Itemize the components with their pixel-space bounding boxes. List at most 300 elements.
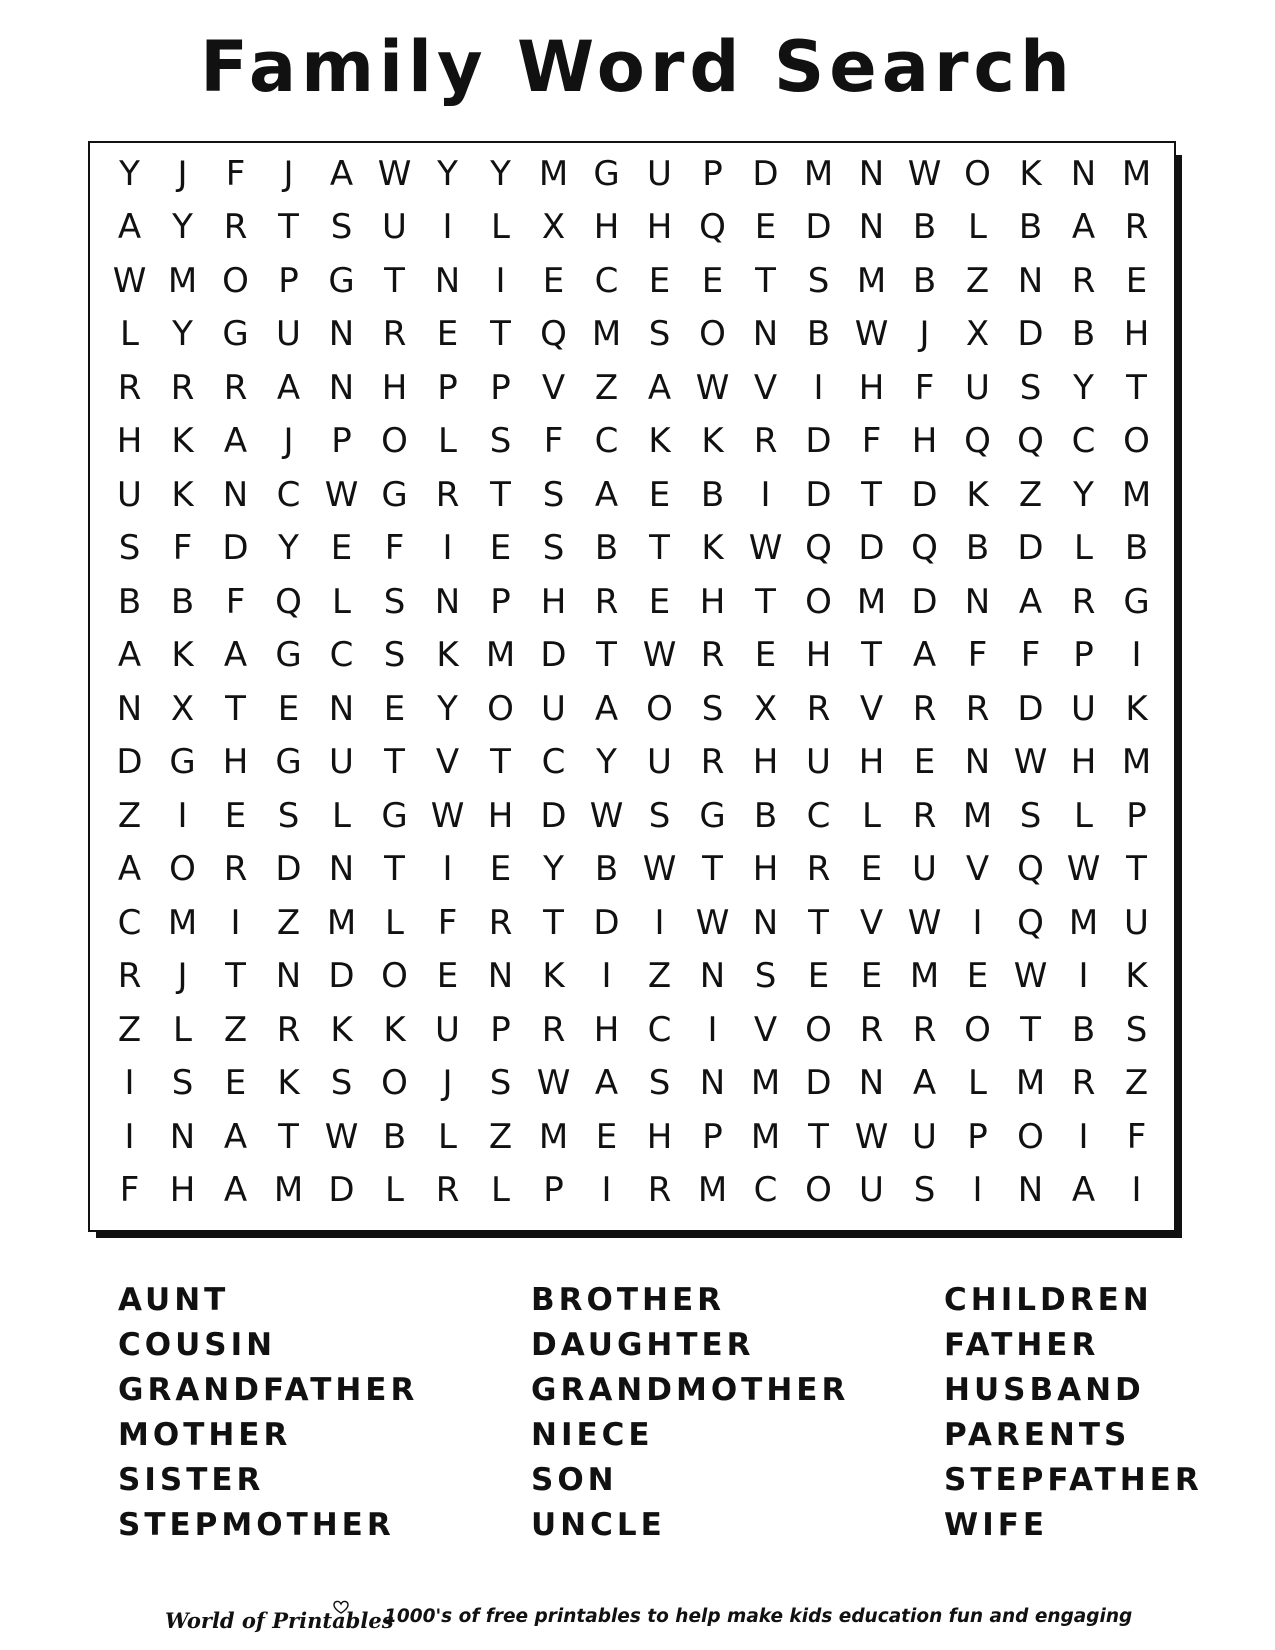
grid-cell: P xyxy=(1073,635,1094,676)
grid-cell: M xyxy=(803,153,834,194)
grid-cell: I xyxy=(230,902,241,943)
grid-cell: R xyxy=(223,207,248,248)
word-list-item: NIECE xyxy=(531,1417,654,1453)
grid-cell: L xyxy=(385,902,404,943)
grid-cell: E xyxy=(860,849,883,890)
grid-cell: N xyxy=(964,581,991,622)
grid-cell: P xyxy=(490,581,511,622)
grid-cell: C xyxy=(329,635,354,676)
grid-cell: R xyxy=(753,421,778,462)
word-list xyxy=(118,1278,1203,1543)
grid-cell: W xyxy=(536,1063,571,1104)
grid-cell: S xyxy=(542,474,565,515)
grid-cell: C xyxy=(276,474,301,515)
grid-cell: J xyxy=(177,153,188,194)
grid-cell: B xyxy=(806,314,831,355)
grid-cell: N xyxy=(434,260,461,301)
word-list-item: CHILDREN xyxy=(944,1282,1153,1318)
grid-cell: Y xyxy=(543,849,564,890)
grid-cell: D xyxy=(593,902,620,943)
grid-cell: K xyxy=(171,635,194,676)
grid-cell: W xyxy=(854,1116,889,1157)
grid-cell: S xyxy=(489,1063,512,1104)
word-list-item: STEPFATHER xyxy=(944,1462,1203,1498)
grid-cell: N xyxy=(169,1116,196,1157)
grid-cell: O xyxy=(1017,1116,1044,1157)
grid-cell: I xyxy=(124,1063,135,1104)
grid-cell: E xyxy=(807,956,830,997)
grid-cell: O xyxy=(805,1170,832,1211)
grid-cell: G xyxy=(1123,581,1150,622)
grid-cell: S xyxy=(807,260,830,301)
grid-cell: T xyxy=(490,314,511,355)
grid-cell: Y xyxy=(437,688,458,729)
grid-cell: W xyxy=(430,795,465,836)
grid-cell: Z xyxy=(965,260,990,301)
grid-cell: M xyxy=(485,635,516,676)
grid-cell: D xyxy=(540,635,567,676)
grid-cell: Y xyxy=(1073,474,1094,515)
grid-cell: X xyxy=(753,688,778,729)
grid-cell: D xyxy=(116,742,143,783)
grid-cell: H xyxy=(222,742,249,783)
grid-cell: C xyxy=(1071,421,1096,462)
grid-cell: A xyxy=(223,421,248,462)
grid-cell: Z xyxy=(117,795,142,836)
grid-cell: I xyxy=(972,902,983,943)
grid-cell: Z xyxy=(1018,474,1043,515)
grid-cell: O xyxy=(646,688,673,729)
grid-cell: T xyxy=(596,635,617,676)
grid-cell: I xyxy=(442,528,453,569)
grid-cell: C xyxy=(117,902,142,943)
grid-cell: O xyxy=(381,421,408,462)
grid-cell: K xyxy=(1019,153,1042,194)
grid-cell: K xyxy=(171,474,194,515)
grid-cell: E xyxy=(489,849,512,890)
grid-cell: T xyxy=(543,902,564,943)
grid-cell: D xyxy=(858,528,885,569)
grid-cell: W xyxy=(854,314,889,355)
grid-cell: D xyxy=(805,1063,832,1104)
grid-cell: L xyxy=(491,207,510,248)
grid-cell: M xyxy=(909,956,940,997)
grid-cell: A xyxy=(223,635,248,676)
grid-cell: G xyxy=(328,260,355,301)
grid-cell: U xyxy=(912,1116,937,1157)
grid-cell: H xyxy=(646,207,673,248)
grid-cell: M xyxy=(1015,1063,1046,1104)
grid-cell: T xyxy=(808,902,829,943)
word-list-item: PARENTS xyxy=(944,1417,1131,1453)
grid-cell: S xyxy=(330,207,353,248)
grid-cell: H xyxy=(911,421,938,462)
grid-cell: E xyxy=(224,1063,247,1104)
grid-cell: R xyxy=(223,367,248,408)
grid-cell: Q xyxy=(964,421,991,462)
grid-cell: C xyxy=(541,742,566,783)
grid-cell: E xyxy=(648,474,671,515)
grid-cell: I xyxy=(442,207,453,248)
grid-cell: K xyxy=(330,1009,353,1050)
grid-cell: V xyxy=(541,367,566,408)
grid-cell: F xyxy=(225,581,246,622)
grid-cell: B xyxy=(700,474,725,515)
grid-cell: K xyxy=(648,421,671,462)
word-list-item: SON xyxy=(531,1462,618,1498)
grid-cell: P xyxy=(437,367,458,408)
grid-cell: D xyxy=(805,474,832,515)
grid-cell: R xyxy=(382,314,407,355)
grid-cell: B xyxy=(912,260,937,301)
word-list-item: WIFE xyxy=(944,1507,1049,1543)
grid-cell: D xyxy=(911,474,938,515)
grid-cell: I xyxy=(1131,635,1142,676)
page-title: Family Word Search xyxy=(200,26,1075,108)
grid-cell: Y xyxy=(437,153,458,194)
grid-cell: D xyxy=(1017,314,1044,355)
grid-cell: D xyxy=(1017,528,1044,569)
grid-cell: E xyxy=(648,581,671,622)
grid-cell: A xyxy=(1071,1170,1096,1211)
grid-cell: D xyxy=(805,207,832,248)
grid-cell: Y xyxy=(278,528,299,569)
grid-cell: N xyxy=(275,956,302,997)
grid-cell: R xyxy=(1124,207,1149,248)
grid-cell: G xyxy=(381,795,408,836)
grid-cell: N xyxy=(1017,1170,1044,1211)
grid-cell: A xyxy=(276,367,301,408)
grid-cell: G xyxy=(275,742,302,783)
grid-cell: H xyxy=(858,742,885,783)
grid-cell: H xyxy=(1070,742,1097,783)
grid-cell: Q xyxy=(1017,902,1044,943)
grid-cell: S xyxy=(648,1063,671,1104)
grid-cell: R xyxy=(859,1009,884,1050)
grid-cell: F xyxy=(1126,1116,1147,1157)
grid-cell: O xyxy=(381,1063,408,1104)
grid-cell: B xyxy=(1018,207,1043,248)
grid-cell: E xyxy=(1125,260,1148,301)
grid-cell: S xyxy=(489,421,512,462)
grid-cell: Q xyxy=(699,207,726,248)
grid-cell: E xyxy=(913,742,936,783)
grid-cell: E xyxy=(436,314,459,355)
grid-cell: V xyxy=(965,849,990,890)
grid-cell: Z xyxy=(488,1116,513,1157)
grid-cell: C xyxy=(647,1009,672,1050)
grid-cell: O xyxy=(381,956,408,997)
grid-cell: H xyxy=(169,1170,196,1211)
grid-cell: B xyxy=(594,849,619,890)
grid-cell: C xyxy=(594,421,619,462)
grid-cell: R xyxy=(912,1009,937,1050)
grid-cell: A xyxy=(912,1063,937,1104)
grid-cell: S xyxy=(1125,1009,1148,1050)
grid-cell: W xyxy=(324,1116,359,1157)
grid-cell: M xyxy=(750,1116,781,1157)
grid-cell: G xyxy=(593,153,620,194)
grid-cell: W xyxy=(695,902,730,943)
grid-cell: V xyxy=(753,367,778,408)
grid-cell: E xyxy=(436,956,459,997)
grid-cell: Y xyxy=(172,314,193,355)
grid-cell: K xyxy=(277,1063,300,1104)
grid-cell: F xyxy=(1020,635,1041,676)
grid-cell: F xyxy=(861,421,882,462)
grid-cell: B xyxy=(170,581,195,622)
grid-cell: D xyxy=(1017,688,1044,729)
grid-cell: M xyxy=(697,1170,728,1211)
grid-cell: Z xyxy=(117,1009,142,1050)
grid-cell: M xyxy=(1121,474,1152,515)
grid-cell: L xyxy=(173,1009,192,1050)
grid-cell: N xyxy=(328,849,355,890)
grid-cell: U xyxy=(647,742,672,783)
grid-cell: W xyxy=(324,474,359,515)
grid-cell: A xyxy=(117,849,142,890)
grid-cell: H xyxy=(752,742,779,783)
grid-cell: U xyxy=(382,207,407,248)
grid-cell: E xyxy=(224,795,247,836)
grid-cell: W xyxy=(907,902,942,943)
grid-cell: K xyxy=(1125,688,1148,729)
grid-cell: W xyxy=(642,635,677,676)
grid-cell: L xyxy=(862,795,881,836)
grid-cell: M xyxy=(167,902,198,943)
grid-cell: W xyxy=(377,153,412,194)
grid-cell: H xyxy=(805,635,832,676)
grid-cell: F xyxy=(172,528,193,569)
grid-cell: R xyxy=(276,1009,301,1050)
grid-cell: N xyxy=(699,1063,726,1104)
grid-cell: B xyxy=(382,1116,407,1157)
grid-cell: T xyxy=(861,474,882,515)
word-list-item: COUSIN xyxy=(118,1327,277,1363)
grid-cell: E xyxy=(648,260,671,301)
grid-cell: L xyxy=(120,314,139,355)
grid-cell: Y xyxy=(1073,367,1094,408)
grid-cell: T xyxy=(384,742,405,783)
grid-cell: G xyxy=(169,742,196,783)
grid-cell: U xyxy=(806,742,831,783)
grid-cell: U xyxy=(117,474,142,515)
word-list-item: BROTHER xyxy=(531,1282,725,1318)
grid-cell: F xyxy=(914,367,935,408)
grid-cell: M xyxy=(538,153,569,194)
grid-cell: A xyxy=(594,688,619,729)
grid-cell: J xyxy=(283,153,294,194)
grid-cell: H xyxy=(593,207,620,248)
grid-cell: R xyxy=(700,635,725,676)
brand-logo-text: World of Printables xyxy=(165,1608,394,1633)
grid-cell: T xyxy=(755,581,776,622)
grid-cell: L xyxy=(968,1063,987,1104)
grid-cell: P xyxy=(702,153,723,194)
footer xyxy=(0,1594,1275,1644)
grid-cell: S xyxy=(1019,795,1042,836)
grid-cell: O xyxy=(964,153,991,194)
grid-cell: S xyxy=(118,528,141,569)
grid-cell: T xyxy=(384,849,405,890)
grid-cell: I xyxy=(601,1170,612,1211)
grid-cell: A xyxy=(223,1170,248,1211)
grid-cell: W xyxy=(112,260,147,301)
grid-cell: T xyxy=(1126,849,1147,890)
grid-cell: B xyxy=(117,581,142,622)
grid-cell: I xyxy=(495,260,506,301)
grid-cell: X xyxy=(541,207,566,248)
grid-cell: I xyxy=(972,1170,983,1211)
grid-cell: A xyxy=(594,1063,619,1104)
word-list-item: AUNT xyxy=(118,1282,230,1318)
grid-cell: N xyxy=(858,1063,885,1104)
grid-cell: Q xyxy=(805,528,832,569)
grid-cell: S xyxy=(648,795,671,836)
grid-cell: Z xyxy=(1124,1063,1149,1104)
grid-cell: B xyxy=(594,528,619,569)
grid-cell: N xyxy=(434,581,461,622)
grid-cell: D xyxy=(540,795,567,836)
grid-cell: S xyxy=(542,528,565,569)
grid-cell: U xyxy=(912,849,937,890)
grid-cell: H xyxy=(858,367,885,408)
grid-cell: E xyxy=(542,260,565,301)
grid-cell: B xyxy=(912,207,937,248)
grid-cell: R xyxy=(117,956,142,997)
grid-cell: K xyxy=(701,528,724,569)
grid-cell: R xyxy=(912,795,937,836)
grid-cell: A xyxy=(329,153,354,194)
grid-cell: H xyxy=(540,581,567,622)
grid-cell: I xyxy=(1078,1116,1089,1157)
grid-cell: U xyxy=(541,688,566,729)
grid-cell: T xyxy=(278,207,299,248)
grid-cell: T xyxy=(490,742,511,783)
grid-cell: S xyxy=(277,795,300,836)
grid-cell: R xyxy=(117,367,142,408)
grid-cell: I xyxy=(813,367,824,408)
grid-cell: P xyxy=(1126,795,1147,836)
grid-cell: D xyxy=(328,956,355,997)
grid-cell: N xyxy=(1017,260,1044,301)
grid-cell: D xyxy=(911,581,938,622)
grid-cell: C xyxy=(806,795,831,836)
grid-cell: X xyxy=(170,688,195,729)
grid-cell: Z xyxy=(594,367,619,408)
grid-cell: P xyxy=(490,1009,511,1050)
grid-cell: W xyxy=(1013,956,1048,997)
grid-cell: F xyxy=(437,902,458,943)
grid-cell: R xyxy=(647,1170,672,1211)
grid-cell: D xyxy=(275,849,302,890)
grid-cell: J xyxy=(442,1063,453,1104)
grid-cell: S xyxy=(171,1063,194,1104)
word-list-item: STEPMOTHER xyxy=(118,1507,395,1543)
grid-cell: W xyxy=(748,528,783,569)
grid-cell: P xyxy=(967,1116,988,1157)
grid-cell: C xyxy=(594,260,619,301)
grid-cell: R xyxy=(594,581,619,622)
grid-cell: D xyxy=(222,528,249,569)
grid-cell: H xyxy=(752,849,779,890)
grid-cell: H xyxy=(699,581,726,622)
word-list-item: HUSBAND xyxy=(944,1372,1145,1408)
grid-cell: J xyxy=(177,956,188,997)
grid-cell: T xyxy=(1126,367,1147,408)
grid-cell: O xyxy=(169,849,196,890)
grid-cell: R xyxy=(806,849,831,890)
grid-cell: T xyxy=(384,260,405,301)
grid-cell: L xyxy=(332,795,351,836)
grid-cell: S xyxy=(1019,367,1042,408)
grid-cell: F xyxy=(225,153,246,194)
word-list-item: FATHER xyxy=(944,1327,1100,1363)
grid-cell: K xyxy=(171,421,194,462)
grid-cell: K xyxy=(436,635,459,676)
grid-cell: A xyxy=(223,1116,248,1157)
grid-cell: W xyxy=(642,849,677,890)
grid-cell: M xyxy=(326,902,357,943)
grid-cell: F xyxy=(384,528,405,569)
grid-cell: E xyxy=(754,207,777,248)
grid-cell: K xyxy=(542,956,565,997)
grid-cell: I xyxy=(1078,956,1089,997)
grid-cell: U xyxy=(859,1170,884,1211)
grid-cell: R xyxy=(912,688,937,729)
grid-cell: A xyxy=(647,367,672,408)
grid-cell: Y xyxy=(596,742,617,783)
grid-cell: P xyxy=(543,1170,564,1211)
grid-cell: Z xyxy=(647,956,672,997)
grid-cell: E xyxy=(754,635,777,676)
grid-cell: N xyxy=(222,474,249,515)
grid-cell: N xyxy=(328,367,355,408)
word-list-item: GRANDFATHER xyxy=(118,1372,419,1408)
grid-cell: R xyxy=(170,367,195,408)
grid-cell: U xyxy=(647,153,672,194)
grid-cell: S xyxy=(754,956,777,997)
grid-cell: M xyxy=(962,795,993,836)
word-list-item: DAUGHTER xyxy=(531,1327,755,1363)
brand-logo xyxy=(163,1598,394,1640)
grid-cell: N xyxy=(752,314,779,355)
grid-cell: N xyxy=(487,956,514,997)
grid-cell: W xyxy=(589,795,624,836)
grid-cell: S xyxy=(383,581,406,622)
grid-cell: A xyxy=(1071,207,1096,248)
grid-cell: T xyxy=(490,474,511,515)
grid-cell: A xyxy=(117,207,142,248)
grid-cell: E xyxy=(489,528,512,569)
grid-cell: T xyxy=(755,260,776,301)
grid-cell: E xyxy=(701,260,724,301)
grid-cell: U xyxy=(329,742,354,783)
grid-cell: T xyxy=(702,849,723,890)
grid-cell: E xyxy=(383,688,406,729)
grid-cell: I xyxy=(760,474,771,515)
grid-cell: K xyxy=(1125,956,1148,997)
grid-cell: U xyxy=(965,367,990,408)
grid-cell: R xyxy=(700,742,725,783)
grid-cell: E xyxy=(595,1116,618,1157)
grid-cell: H xyxy=(487,795,514,836)
grid-cell: K xyxy=(701,421,724,462)
grid-cell: E xyxy=(330,528,353,569)
grid-cell: M xyxy=(273,1170,304,1211)
grid-cell: B xyxy=(1071,1009,1096,1050)
grid-cell: P xyxy=(702,1116,723,1157)
